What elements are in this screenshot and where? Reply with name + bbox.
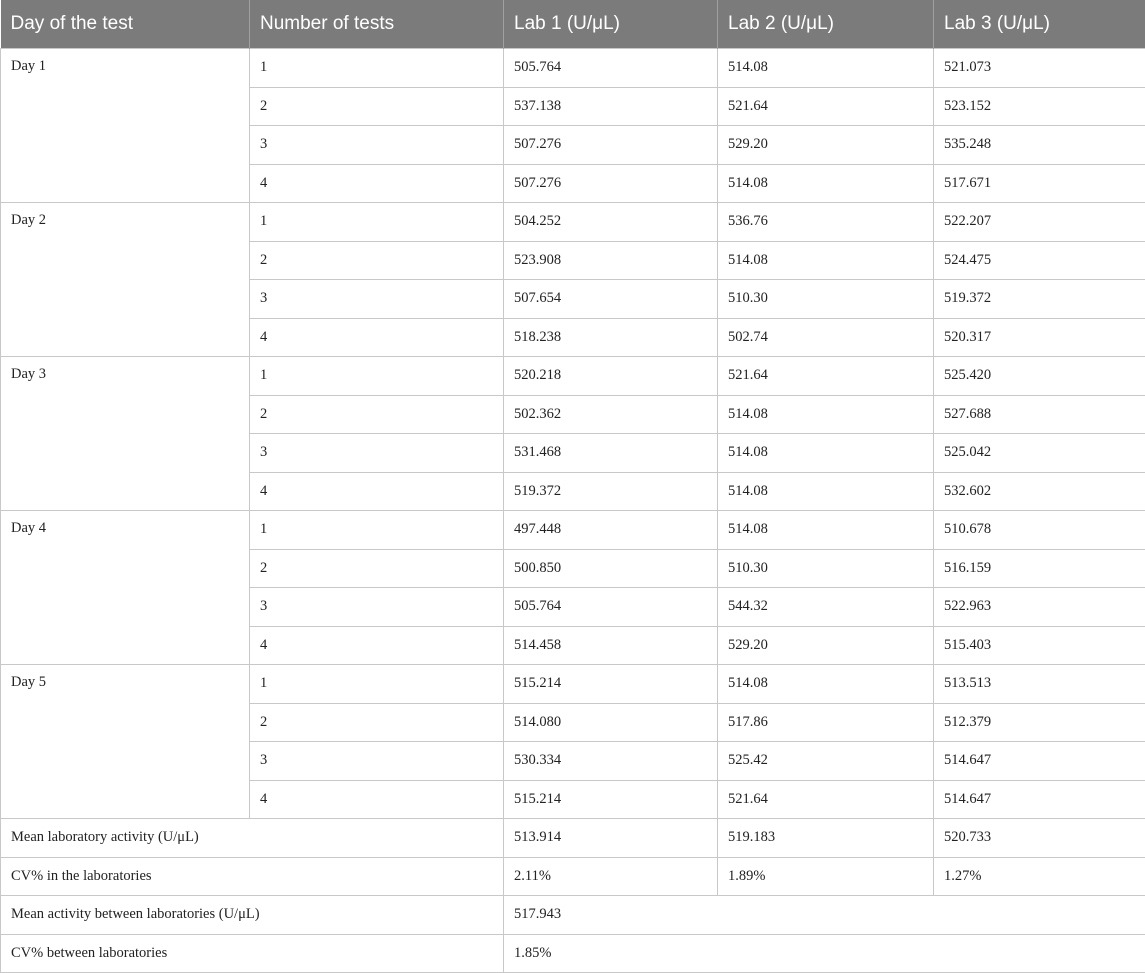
test-number: 4 xyxy=(250,780,504,819)
lab-3-value: 523.152 xyxy=(934,87,1145,126)
lab-3-value: 522.207 xyxy=(934,203,1145,242)
lab-3-value: 521.073 xyxy=(934,49,1145,88)
summary-value-lab-3: 1.27% xyxy=(934,857,1145,896)
lab-1-value: 502.362 xyxy=(504,395,718,434)
lab-2-value: 521.64 xyxy=(718,87,934,126)
header-lab-3: Lab 3 (U/μL) xyxy=(934,0,1145,49)
lab-1-value: 531.468 xyxy=(504,434,718,473)
lab-3-value: 522.963 xyxy=(934,588,1145,627)
summary-value-lab-2: 519.183 xyxy=(718,819,934,858)
table-row xyxy=(1,49,1145,88)
summary-value: 517.943 xyxy=(504,896,1145,935)
test-number: 1 xyxy=(250,49,504,88)
test-number: 2 xyxy=(250,549,504,588)
test-number: 1 xyxy=(250,357,504,396)
test-number: 3 xyxy=(250,588,504,627)
lab-3-value: 525.420 xyxy=(934,357,1145,396)
lab-2-value: 514.08 xyxy=(718,472,934,511)
lab-2-value: 544.32 xyxy=(718,588,934,627)
lab-3-value: 524.475 xyxy=(934,241,1145,280)
summary-value-lab-3: 520.733 xyxy=(934,819,1145,858)
lab-3-value: 519.372 xyxy=(934,280,1145,319)
lab-2-value: 525.42 xyxy=(718,742,934,781)
summary-label: CV% in the laboratories xyxy=(1,857,504,896)
test-number: 4 xyxy=(250,626,504,665)
lab-3-value: 515.403 xyxy=(934,626,1145,665)
lab-2-value: 514.08 xyxy=(718,434,934,473)
table-row xyxy=(1,203,1145,242)
header-number-of-tests: Number of tests xyxy=(250,0,504,49)
lab-3-value: 512.379 xyxy=(934,703,1145,742)
test-number: 3 xyxy=(250,126,504,165)
lab-3-value: 514.647 xyxy=(934,742,1145,781)
test-number: 1 xyxy=(250,511,504,550)
summary-value-lab-1: 513.914 xyxy=(504,819,718,858)
lab-1-value: 504.252 xyxy=(504,203,718,242)
lab-3-value: 532.602 xyxy=(934,472,1145,511)
header-day: Day of the test xyxy=(1,0,250,49)
table-row xyxy=(1,357,1145,396)
summary-value-lab-1: 2.11% xyxy=(504,857,718,896)
day-label: Day 4 xyxy=(1,511,250,665)
lab-2-value: 514.08 xyxy=(718,395,934,434)
summary-label: Mean activity between laboratories (U/μL) xyxy=(1,896,504,935)
lab-2-value: 521.64 xyxy=(718,780,934,819)
test-number: 4 xyxy=(250,318,504,357)
summary-label: CV% between laboratories xyxy=(1,934,504,973)
lab-2-value: 510.30 xyxy=(718,280,934,319)
test-number: 2 xyxy=(250,703,504,742)
lab-2-value: 502.74 xyxy=(718,318,934,357)
lab-1-value: 523.908 xyxy=(504,241,718,280)
day-label: Day 2 xyxy=(1,203,250,357)
test-number: 2 xyxy=(250,395,504,434)
lab-2-value: 529.20 xyxy=(718,126,934,165)
lab-1-value: 497.448 xyxy=(504,511,718,550)
header-lab-2: Lab 2 (U/μL) xyxy=(718,0,934,49)
header-row xyxy=(1,0,1145,49)
lab-2-value: 514.08 xyxy=(718,241,934,280)
test-number: 3 xyxy=(250,742,504,781)
lab-1-value: 518.238 xyxy=(504,318,718,357)
lab-3-value: 535.248 xyxy=(934,126,1145,165)
lab-1-value: 515.214 xyxy=(504,780,718,819)
lab-1-value: 520.218 xyxy=(504,357,718,396)
summary-row-cv-lab xyxy=(1,857,1145,896)
summary-row-cv-between xyxy=(1,934,1145,973)
table-row xyxy=(1,665,1145,704)
test-number: 2 xyxy=(250,87,504,126)
lab-1-value: 514.080 xyxy=(504,703,718,742)
test-number: 2 xyxy=(250,241,504,280)
lab-1-value: 514.458 xyxy=(504,626,718,665)
lab-2-value: 514.08 xyxy=(718,49,934,88)
lab-2-value: 529.20 xyxy=(718,626,934,665)
lab-1-value: 519.372 xyxy=(504,472,718,511)
day-label: Day 5 xyxy=(1,665,250,819)
test-number: 1 xyxy=(250,665,504,704)
lab-3-value: 527.688 xyxy=(934,395,1145,434)
lab-1-value: 530.334 xyxy=(504,742,718,781)
lab-2-value: 517.86 xyxy=(718,703,934,742)
test-number: 4 xyxy=(250,472,504,511)
lab-3-value: 520.317 xyxy=(934,318,1145,357)
test-number: 1 xyxy=(250,203,504,242)
lab-2-value: 514.08 xyxy=(718,665,934,704)
lab-2-value: 510.30 xyxy=(718,549,934,588)
lab-1-value: 507.276 xyxy=(504,126,718,165)
lab-1-value: 505.764 xyxy=(504,588,718,627)
lab-1-value: 507.276 xyxy=(504,164,718,203)
test-number: 4 xyxy=(250,164,504,203)
lab-3-value: 516.159 xyxy=(934,549,1145,588)
summary-row-mean-lab xyxy=(1,819,1145,858)
lab-1-value: 537.138 xyxy=(504,87,718,126)
summary-value: 1.85% xyxy=(504,934,1145,973)
header-lab-1: Lab 1 (U/μL) xyxy=(504,0,718,49)
lab-2-value: 521.64 xyxy=(718,357,934,396)
lab-2-value: 536.76 xyxy=(718,203,934,242)
lab-3-value: 510.678 xyxy=(934,511,1145,550)
summary-value-lab-2: 1.89% xyxy=(718,857,934,896)
summary-row-mean-between xyxy=(1,896,1145,935)
lab-1-value: 500.850 xyxy=(504,549,718,588)
test-number: 3 xyxy=(250,280,504,319)
table-row xyxy=(1,511,1145,550)
lab-2-value: 514.08 xyxy=(718,164,934,203)
lab-1-value: 505.764 xyxy=(504,49,718,88)
day-label: Day 1 xyxy=(1,49,250,203)
lab-2-value: 514.08 xyxy=(718,511,934,550)
test-number: 3 xyxy=(250,434,504,473)
lab-3-value: 517.671 xyxy=(934,164,1145,203)
day-label: Day 3 xyxy=(1,357,250,511)
lab-1-value: 507.654 xyxy=(504,280,718,319)
summary-label: Mean laboratory activity (U/μL) xyxy=(1,819,504,858)
lab-1-value: 515.214 xyxy=(504,665,718,704)
lab-3-value: 513.513 xyxy=(934,665,1145,704)
lab-3-value: 514.647 xyxy=(934,780,1145,819)
lab-3-value: 525.042 xyxy=(934,434,1145,473)
